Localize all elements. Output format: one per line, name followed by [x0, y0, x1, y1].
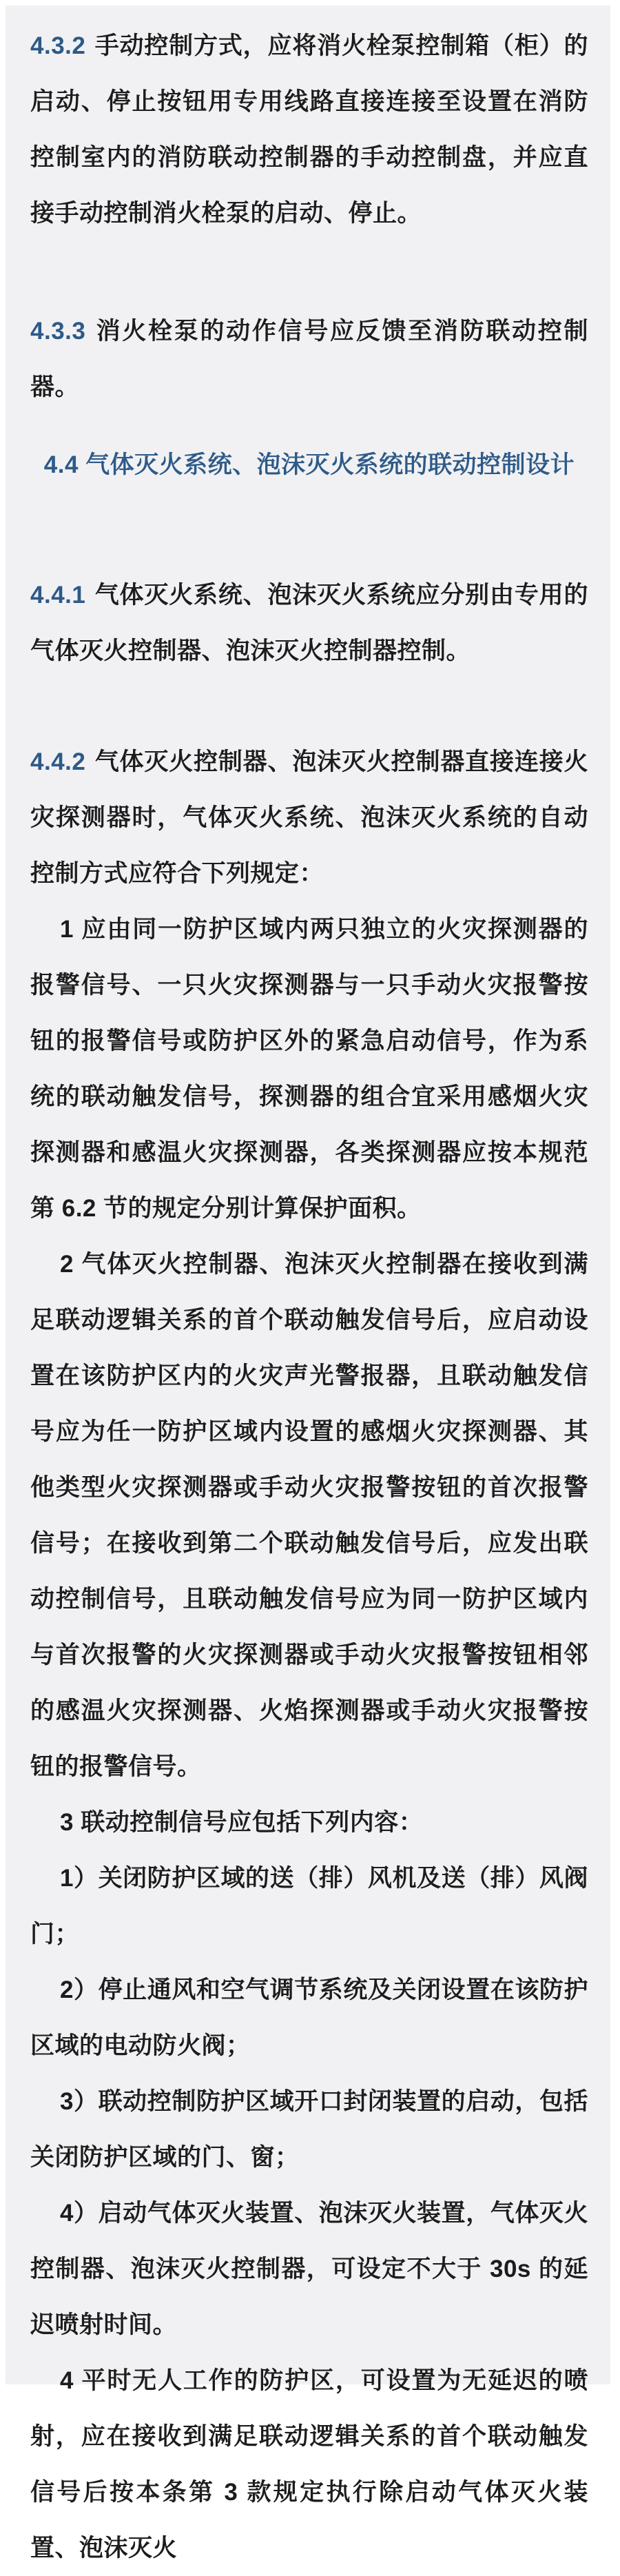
clause-4-4-2	[30, 734, 588, 901]
clause-number-4-4-1: 4.4.1	[30, 582, 86, 609]
clause-4-3-3	[30, 303, 588, 415]
clause-4-3-2	[30, 18, 588, 241]
document-page	[6, 6, 610, 2562]
clause-number-4-3-3: 4.3.3	[30, 318, 86, 345]
clause-4-4-1	[30, 567, 588, 679]
clause-text-4-4-2: 气体灭火控制器、泡沫灭火控制器直接连接火灾探测器时，气体灭火系统、泡沫灭火系统的自动控制方式应符合下列规定：	[30, 748, 588, 887]
sublist-item-3: 3）联动控制防护区域开口封闭装置的启动，包括关闭防护区域的门、窗；	[30, 2088, 588, 2171]
clause-text-4-4-1: 气体灭火系统、泡沫灭火系统应分别由专用的气体灭火控制器、泡沫灭火控制器控制。	[30, 582, 588, 664]
section-heading-4-4: 4.4 气体灭火系统、泡沫灭火系统的联动控制设计	[43, 451, 575, 478]
sublist-item-1: 1）关闭防护区域的送（排）风机及送（排）风阀门；	[30, 1865, 588, 1948]
list-item-3: 3 联动控制信号应包括下列内容：	[60, 1809, 424, 1836]
list-item-2: 2 气体灭火控制器、泡沫灭火控制器在接收到满足联动逻辑关系的首个联动触发信号后，应启动设置在该防护区内的火灾声光警报器，且联动触发信号应为任一防护区域内设置的感烟火灾探测器、其他类型火灾探测器或手动火灾报警按钮的首次报警信号；在接收到第二个联动触发信号后，应发出联动控制信号，且联动触发信号应为同一防护区域内与首次报警的火灾探测器或手动火灾报警按钮相邻的感温火灾探测器、火焰探测器或手动火灾报警按钮的报警信号。	[30, 1251, 588, 1780]
list-item-4: 4 平时无人工作的防护区，可设置为无延迟的喷射，应在接收到满足联动逻辑关系的首个联动触发信号后按本条第 3 款规定执行除启动气体灭火装置、泡沫灭火	[30, 2367, 588, 2562]
clause-text-4-3-2: 手动控制方式，应将消火栓泵控制箱（柜）的启动、停止按钮用专用线路直接连接至设置在消防控制室内的消防联动控制器的手动控制盘，并应直接手动控制消火栓泵的启动、停止。	[30, 32, 588, 227]
sublist-item-2: 2）停止通风和空气调节系统及关闭设置在该防护区域的电动防火阀；	[30, 1976, 588, 2059]
sublist-item-4: 4）启动气体灭火装置、泡沫灭火装置，气体灭火控制器、泡沫灭火控制器，可设定不大于 30s 的延迟喷射时间。	[30, 2200, 588, 2338]
list-item-1: 1 应由同一防护区域内两只独立的火灾探测器的报警信号、一只火灾探测器与一只手动火灾报警按钮的报警信号或防护区外的紧急启动信号，作为系统的联动触发信号，探测器的组合宜采用感烟火灾探测器和感温火灾探测器，各类探测器应按本规范第 6.2 节的规定分别计算保护面积。	[30, 916, 588, 1222]
clause-number-4-4-2: 4.4.2	[30, 748, 86, 775]
clause-number-4-3-2: 4.3.2	[30, 32, 86, 59]
clause-text-4-3-3: 消火栓泵的动作信号应反馈至消防联动控制器。	[30, 318, 588, 400]
